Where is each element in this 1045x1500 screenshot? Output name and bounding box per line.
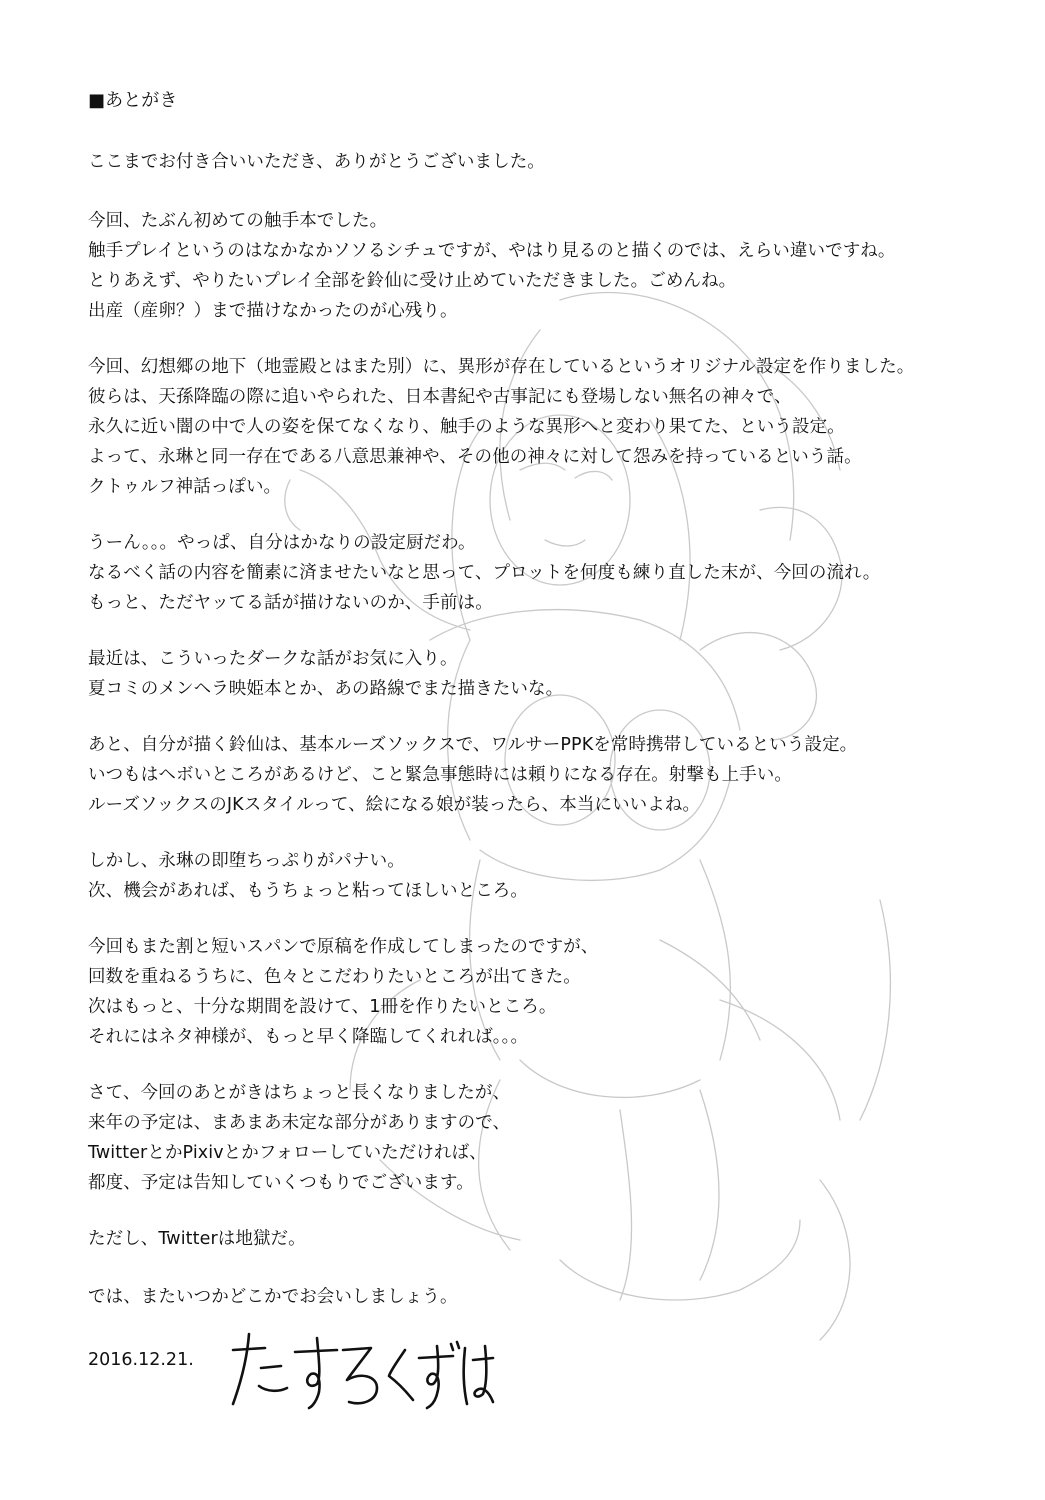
text-line: TwitterとかPixivとかフォローしていただければ、 [88, 1143, 487, 1163]
text-line: とりあえず、やりたいプレイ全部を鈴仙に受け止めていただきました。ごめんね。 [88, 271, 737, 291]
text-line: もっと、ただヤッてる話が描けないのか、手前は。 [88, 593, 493, 613]
handwritten-signature [225, 1320, 495, 1410]
text-line: 彼らは、天孫降臨の際に追いやられた、日本書紀や古事記にも登場しない無名の神々で、 [88, 387, 792, 407]
text-line: 夏コミのメンヘラ映姫本とか、あの路線でまた描きたいな。 [88, 679, 564, 699]
text-line: さて、今回のあとがきはちょっと長くなりましたが、 [88, 1083, 511, 1103]
text-line: うーん。。。やっぱ、自分はかなりの設定厨だわ。 [88, 533, 476, 553]
text-line: 永久に近い闇の中で人の姿を保てなくなり、触手のような異形へと変わり果てた、という設定。 [88, 417, 845, 437]
text-line: 回数を重ねるうちに、色々とこだわりたいところが出てきた。 [88, 967, 581, 987]
text-line: それにはネタ神様が、もっと早く降臨してくれれば。。。 [88, 1027, 529, 1047]
text-line: 来年の予定は、まあまあ未定な部分がありますので、 [88, 1113, 511, 1133]
text-line: クトゥルフ神話っぽい。 [88, 477, 282, 497]
text-line: 今回、たぶん初めての触手本でした。 [88, 211, 388, 231]
afterword-heading: ■あとがき [88, 90, 178, 111]
text-line: 次はもっと、十分な期間を設けて、1冊を作りたいところ。 [88, 997, 557, 1017]
text-line: しかし、永琳の即堕ちっぷりがパナい。 [88, 851, 405, 871]
text-line: ルーズソックスのJKスタイルって、絵になる娘が装ったら、本当にいいよね。 [88, 795, 701, 815]
text-line: いつもはヘボいところがあるけど、こと緊急事態時には頼りになる存在。射撃も上手い。 [88, 765, 792, 785]
text-line: ただし、Twitterは地獄だ。 [88, 1229, 306, 1249]
text-line: 出産（産卵？）まで描けなかったのが心残り。 [88, 301, 458, 321]
text-line: あと、自分が描く鈴仙は、基本ルーズソックスで、ワルサーPPKを常時携帯しているという設定。 [88, 735, 858, 755]
text-line: では、またいつかどこかでお会いしましょう。 [88, 1287, 458, 1307]
date: 2016.12.21. [88, 1350, 194, 1370]
text-line: 最近は、こういったダークな話がお気に入り。 [88, 649, 458, 669]
text-line: なるべく話の内容を簡素に済ませたいなと思って、プロットを何度も練り直した末が、今回の流れ。 [88, 563, 881, 583]
text-line: 今回もまた割と短いスパンで原稿を作成してしまったのですが、 [88, 937, 599, 957]
text-line: 今回、幻想郷の地下（地霊殿とはまた別）に、異形が存在しているというオリジナル設定を作りました。 [88, 357, 915, 377]
text-line: 都度、予定は告知していくつもりでございます。 [88, 1173, 474, 1193]
text-line: ここまでお付き合いいただき、ありがとうございました。 [88, 152, 545, 172]
text-line: 触手プレイというのはなかなかソソるシチュですが、やはり見るのと描くのでは、えらい違いですね。 [88, 241, 896, 261]
text-line: 次、機会があれば、もうちょっと粘ってほしいところ。 [88, 881, 528, 901]
text-line: よって、永琳と同一存在である八意思兼神や、その他の神々に対して怨みを持っているという話。 [88, 447, 862, 467]
